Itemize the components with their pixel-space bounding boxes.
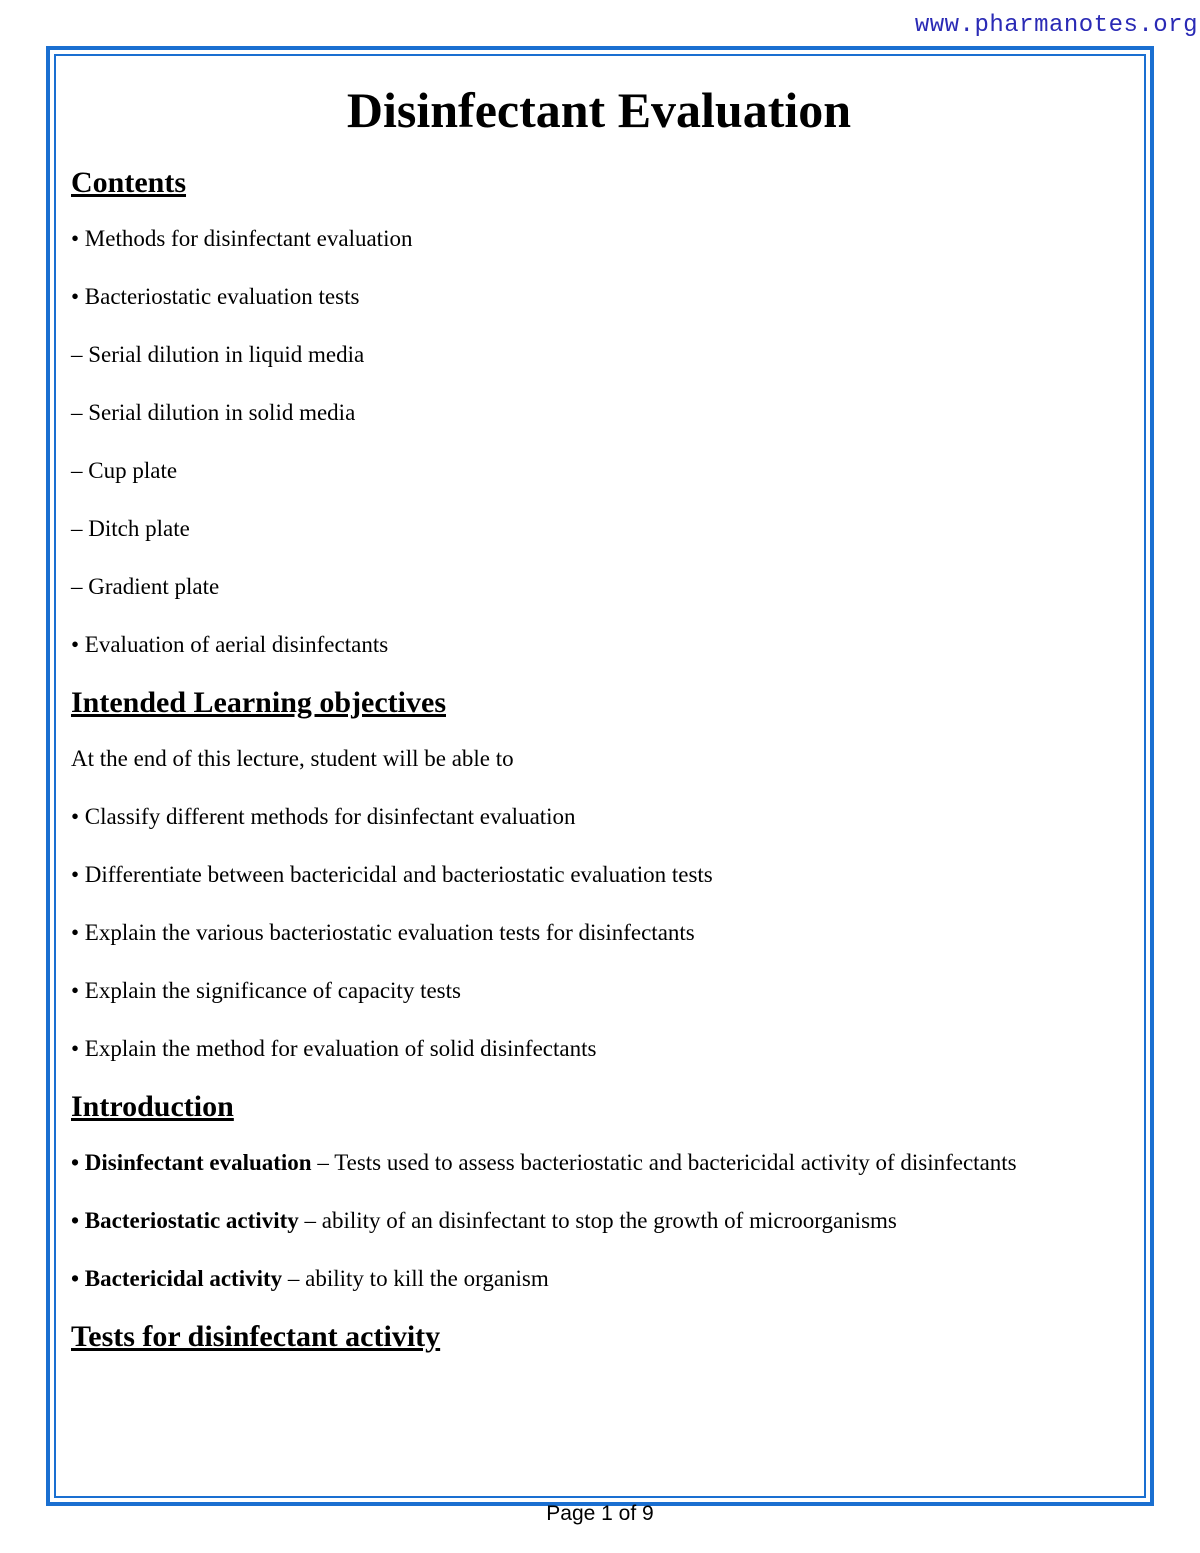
definition-text: – ability to kill the organism (282, 1266, 549, 1291)
tests-heading: Tests for disinfectant activity (71, 1320, 441, 1353)
objectives-section (71, 685, 1121, 1064)
definition-term: • Bacteriostatic activity (71, 1208, 299, 1233)
definition-term: • Bactericidal activity (71, 1266, 283, 1291)
objectives-intro: At the end of this lecture, student will be able to (71, 746, 514, 771)
contents-section (71, 165, 1121, 660)
definition-item (71, 1264, 1121, 1294)
contents-heading: Contents (71, 166, 187, 199)
objective-item: • Explain the method for evaluation of solid disinfectants (71, 1036, 597, 1061)
watermark-url: www.pharmanotes.org (914, 12, 1198, 39)
introduction-section (71, 1089, 1121, 1294)
contents-item: – Gradient plate (71, 574, 220, 599)
definition-item (71, 1206, 1121, 1236)
page-number: Page 1 of 9 (546, 1502, 654, 1525)
introduction-heading: Introduction (71, 1090, 234, 1123)
contents-item: • Evaluation of aerial disinfectants (71, 632, 389, 657)
objective-item: • Explain the significance of capacity tests (71, 978, 461, 1003)
objectives-heading: Intended Learning objectives (71, 686, 446, 719)
definition-item (71, 1148, 1061, 1178)
document-body (71, 70, 1121, 1355)
contents-item: – Cup plate (71, 458, 178, 483)
document-title: Disinfectant Evaluation (346, 82, 852, 138)
contents-item: – Ditch plate (71, 516, 190, 541)
tests-section (71, 1319, 1121, 1355)
contents-item: – Serial dilution in solid media (71, 400, 356, 425)
definition-term: • Disinfectant evaluation (71, 1150, 312, 1175)
objective-item: • Classify different methods for disinfectant evaluation (71, 804, 576, 829)
contents-item: • Bacteriostatic evaluation tests (71, 284, 360, 309)
definition-text: – Tests used to assess bacteriostatic and bactericidal activity of disinfectants (311, 1150, 1017, 1175)
contents-item: – Serial dilution in liquid media (71, 342, 365, 367)
contents-item: • Methods for disinfectant evaluation (71, 226, 413, 251)
definition-text: – ability of an disinfectant to stop the growth of microorganisms (298, 1208, 897, 1233)
objective-item: • Explain the various bacteriostatic evaluation tests for disinfectants (71, 920, 695, 945)
objective-item: • Differentiate between bactericidal and bacteriostatic evaluation tests (71, 862, 713, 887)
